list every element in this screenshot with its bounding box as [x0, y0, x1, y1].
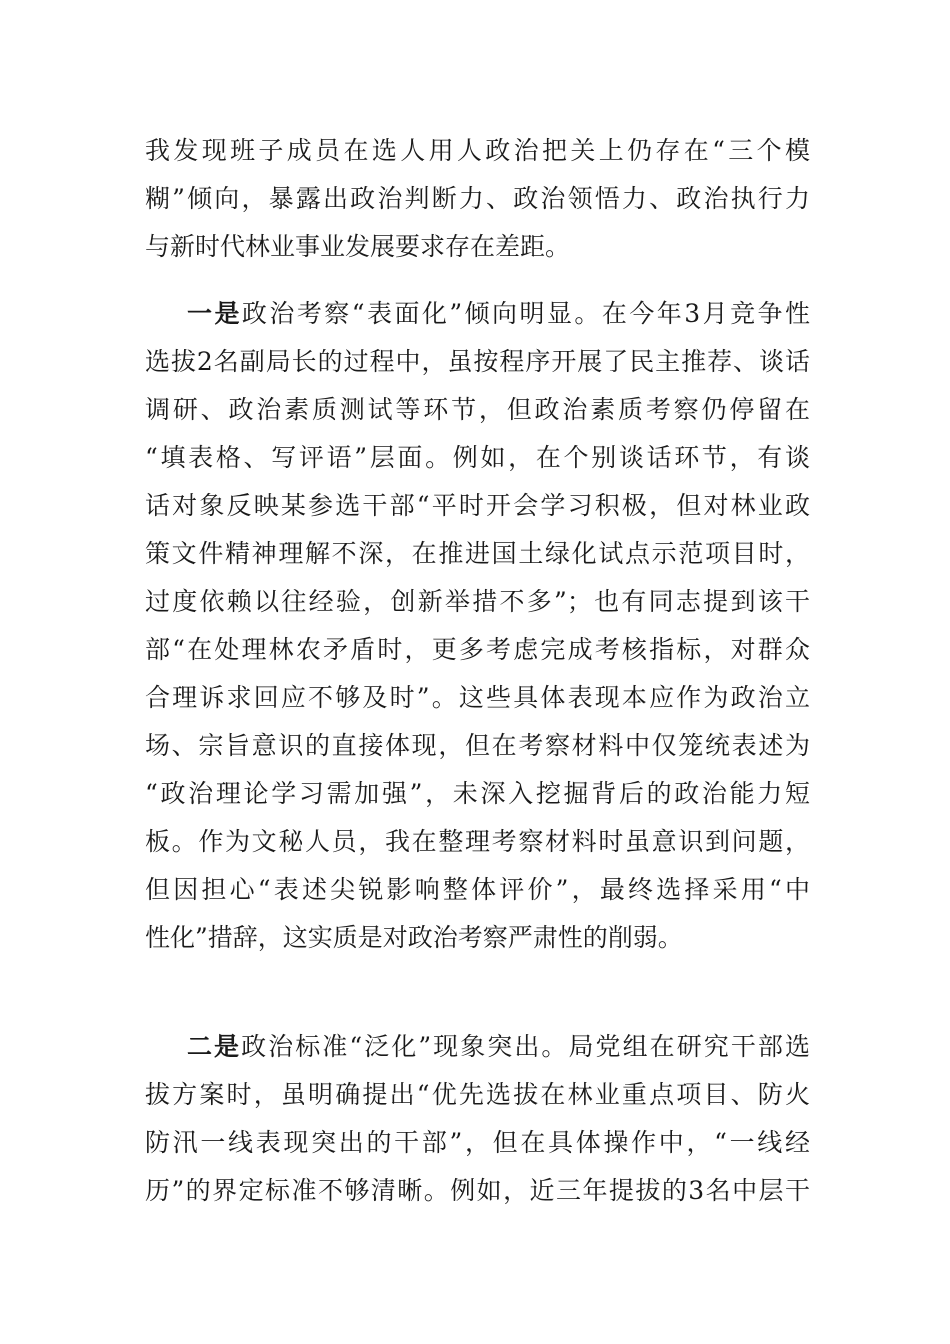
- text-line: 策文件精神理解不深，在推进国土绿化试点示范项目时，: [145, 539, 810, 568]
- paragraph-lead: 二是: [187, 1032, 242, 1061]
- text-line: 与新时代林业事业发展要求存在差距。: [145, 232, 571, 261]
- text-line: 调研、政治素质测试等环节，但政治素质考察仍停留在: [145, 395, 810, 424]
- text-line: “政治理论学习需加强”，未深入挖掘背后的政治能力短: [145, 779, 810, 808]
- text-line: 选拔2名副局长的过程中，虽按程序开展了民主推荐、谈话: [145, 347, 810, 376]
- text-line: 我发现班子成员在选人用人政治把关上仍存在“三个模: [145, 136, 810, 165]
- text-line: “填表格、写评语”层面。例如，在个别谈话环节，有谈: [145, 443, 810, 472]
- text-line: 糊”倾向，暴露出政治判断力、政治领悟力、政治执行力: [145, 184, 810, 213]
- text-line: 历”的界定标准不够清晰。例如，近三年提拔的3名中层干: [145, 1176, 810, 1205]
- text-line: 拔方案时，虽明确提出“优先选拔在林业重点项目、防火: [145, 1080, 810, 1109]
- paragraph-lead: 一是: [187, 299, 242, 328]
- intro-paragraph: [145, 127, 810, 271]
- text-line: 话对象反映某参选干部“平时开会学习积极，但对林业政: [145, 491, 810, 520]
- text-line: 合理诉求回应不够及时”。这些具体表现本应作为政治立: [145, 683, 810, 712]
- text-line: 场、宗旨意识的直接体现，但在考察材料中仅笼统表述为: [145, 731, 810, 760]
- text-line: 板。作为文秘人员，我在整理考察材料时虽意识到问题，: [145, 827, 810, 856]
- text-line: 但因担心“表述尖锐影响整体评价”，最终选择采用“中: [145, 875, 810, 904]
- text-line: 防汛一线表现突出的干部”，但在具体操作中，“一线经: [145, 1128, 810, 1157]
- text-line: 过度依赖以往经验，创新举措不多”；也有同志提到该干: [145, 587, 810, 616]
- paragraph-first-line-text: 政治考察“表面化”倾向明显。在今年3月竞争性: [241, 299, 810, 328]
- text-line: 性化”措辞，这实质是对政治考察严肃性的削弱。: [145, 923, 683, 952]
- text-line: 部“在处理林农矛盾时，更多考虑完成考核指标，对群众: [145, 635, 810, 664]
- paragraph-first-line: [145, 1023, 810, 1071]
- paragraph-first-line-text: 政治标准“泛化”现象突出。局党组在研究干部选: [241, 1032, 810, 1061]
- paragraph-political-inspection: [145, 290, 810, 962]
- paragraph-political-standards: [145, 1023, 810, 1215]
- paragraph-first-line: [145, 290, 810, 338]
